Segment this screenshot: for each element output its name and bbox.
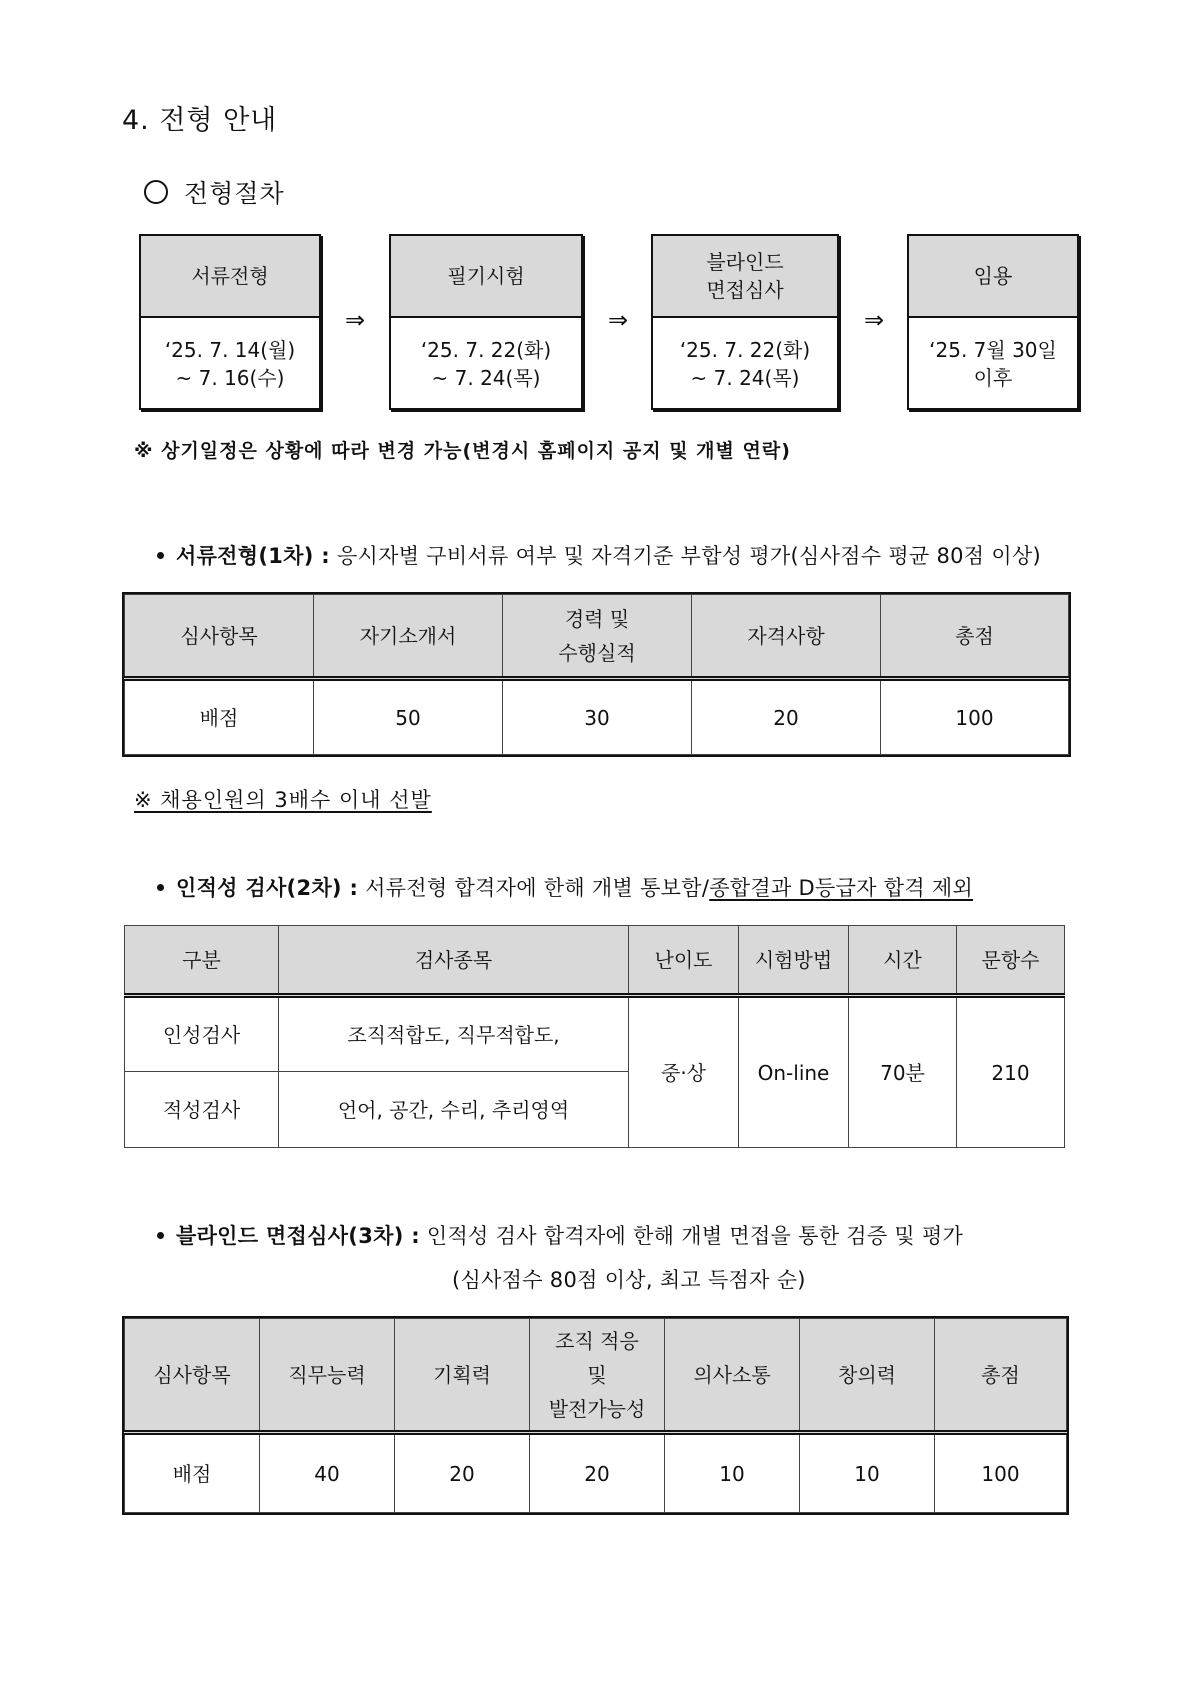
step-name-line1: 블라인드 — [706, 250, 784, 274]
header-cell: 직무능력 — [260, 1319, 395, 1433]
table-cell: 언어, 공간, 수리, 추리영역 — [279, 1072, 629, 1148]
header-cell: 자격사항 — [692, 595, 881, 679]
stage1-label: 서류전형(1차) : — [176, 544, 330, 568]
step-name: 서류전형 — [141, 236, 319, 318]
step-date-line2: ~ 7. 16(수) — [175, 366, 285, 390]
table-cell: 인성검사 — [125, 996, 279, 1072]
table-cell: 100 — [935, 1433, 1067, 1513]
step-date-line2: ~ 7. 24(목) — [431, 366, 541, 390]
header-line: 및 — [587, 1362, 607, 1387]
step-date — [141, 318, 319, 410]
step-date-line2: ~ 7. 24(목) — [690, 366, 800, 390]
step-box-written-test — [389, 234, 583, 410]
header-cell: 총점 — [881, 595, 1069, 679]
header-cell: 심사항목 — [125, 1319, 260, 1433]
header-line: 조직 적응 — [555, 1328, 639, 1353]
stage3-label: 블라인드 면접심사(3차) : — [176, 1224, 420, 1248]
table-header-row — [125, 1319, 1067, 1433]
header-cell: 심사항목 — [125, 595, 314, 679]
step-name: 필기시험 — [391, 236, 581, 318]
step-date — [391, 318, 581, 410]
table-cell: 10 — [665, 1433, 800, 1513]
step-box-document — [139, 234, 321, 410]
table-cell: 조직적합도, 직무적합도, — [279, 996, 629, 1072]
circle-bullet-icon — [144, 180, 168, 204]
table-header-row — [125, 595, 1069, 679]
table-cell: 50 — [314, 679, 503, 755]
header-cell: 의사소통 — [665, 1319, 800, 1433]
section-title: 4. 전형 안내 — [122, 105, 278, 136]
step-name-line2: 면접심사 — [706, 278, 784, 302]
step-name: 임용 — [909, 236, 1077, 318]
table-cell: 20 — [692, 679, 881, 755]
procedure-title: 전형절차 — [184, 179, 285, 208]
step-box-interview — [651, 234, 839, 410]
header-line: 발전가능성 — [548, 1396, 646, 1421]
bullet-dot-icon — [157, 1232, 164, 1239]
stage3-desc: 인적성 검사 합격자에 한해 개별 면접을 통한 검증 및 평가 — [426, 1224, 964, 1248]
table-cell: 20 — [395, 1433, 530, 1513]
header-line: 경력 및 — [564, 606, 630, 631]
table-cell: 40 — [260, 1433, 395, 1513]
header-cell: 검사종목 — [279, 926, 629, 996]
header-cell: 자기소개서 — [314, 595, 503, 679]
bullet-dot-icon — [157, 552, 164, 559]
table-cell: 배점 — [125, 679, 314, 755]
arrow-icon: ⇒ — [864, 306, 885, 334]
table-row — [125, 679, 1069, 755]
table-row — [125, 996, 1065, 1072]
stage2-test-table — [124, 925, 1065, 1148]
step-date-line1: ‘25. 7. 22(화) — [679, 338, 811, 362]
step-date-line2: 이후 — [973, 366, 1013, 390]
header-cell: 구분 — [125, 926, 279, 996]
table-row — [125, 1433, 1067, 1513]
stage1-desc: 응시자별 구비서류 여부 및 자격기준 부합성 평가(심사점수 평균 80점 이상) — [336, 544, 1042, 568]
step-name — [653, 236, 837, 318]
table-cell: 210 — [957, 996, 1065, 1148]
header-cell: 총점 — [935, 1319, 1067, 1433]
header-cell — [503, 595, 692, 679]
stage3-heading — [157, 1220, 963, 1250]
table-cell: On-line — [739, 996, 849, 1148]
table-cell: 100 — [881, 679, 1069, 755]
table-cell: 30 — [503, 679, 692, 755]
procedure-heading — [144, 174, 285, 210]
header-cell: 기획력 — [395, 1319, 530, 1433]
step-date — [909, 318, 1077, 410]
table-header-row — [125, 926, 1065, 996]
arrow-icon: ⇒ — [345, 306, 366, 334]
stage3-desc-line2: (심사점수 80점 이상, 최고 득점자 순) — [452, 1268, 806, 1292]
stage1-score-table — [124, 594, 1069, 755]
stage1-heading — [157, 540, 1041, 570]
header-cell: 문항수 — [957, 926, 1065, 996]
stage2-label: 인적성 검사(2차) : — [176, 876, 359, 900]
table-cell: 20 — [530, 1433, 665, 1513]
bullet-dot-icon — [157, 884, 164, 891]
arrow-icon: ⇒ — [608, 306, 629, 334]
stage3-score-table — [124, 1318, 1067, 1513]
selection-note: ※ 채용인원의 3배수 이내 선발 — [134, 788, 432, 812]
header-cell: 시간 — [849, 926, 957, 996]
schedule-note: ※ 상기일정은 상황에 따라 변경 가능(변경시 홈페이지 공지 및 개별 연락) — [134, 440, 791, 462]
header-line: 수행실적 — [558, 640, 636, 665]
stage2-desc: 서류전형 합격자에 한해 개별 통보함/ — [365, 876, 710, 900]
step-box-appointment — [907, 234, 1079, 410]
table-cell: 70분 — [849, 996, 957, 1148]
header-cell: 난이도 — [629, 926, 739, 996]
stage2-heading — [157, 872, 973, 902]
header-cell: 시험방법 — [739, 926, 849, 996]
stage2-desc-underlined: 종합결과 D등급자 합격 제외 — [709, 876, 974, 900]
table-cell: 10 — [800, 1433, 935, 1513]
header-cell — [530, 1319, 665, 1433]
table-cell: 중·상 — [629, 996, 739, 1148]
step-date — [653, 318, 837, 410]
header-cell: 창의력 — [800, 1319, 935, 1433]
table-cell: 적성검사 — [125, 1072, 279, 1148]
table-cell: 배점 — [125, 1433, 260, 1513]
step-date-line1: ‘25. 7월 30일 — [929, 338, 1057, 362]
step-date-line1: ‘25. 7. 14(월) — [164, 338, 296, 362]
step-date-line1: ‘25. 7. 22(화) — [420, 338, 552, 362]
